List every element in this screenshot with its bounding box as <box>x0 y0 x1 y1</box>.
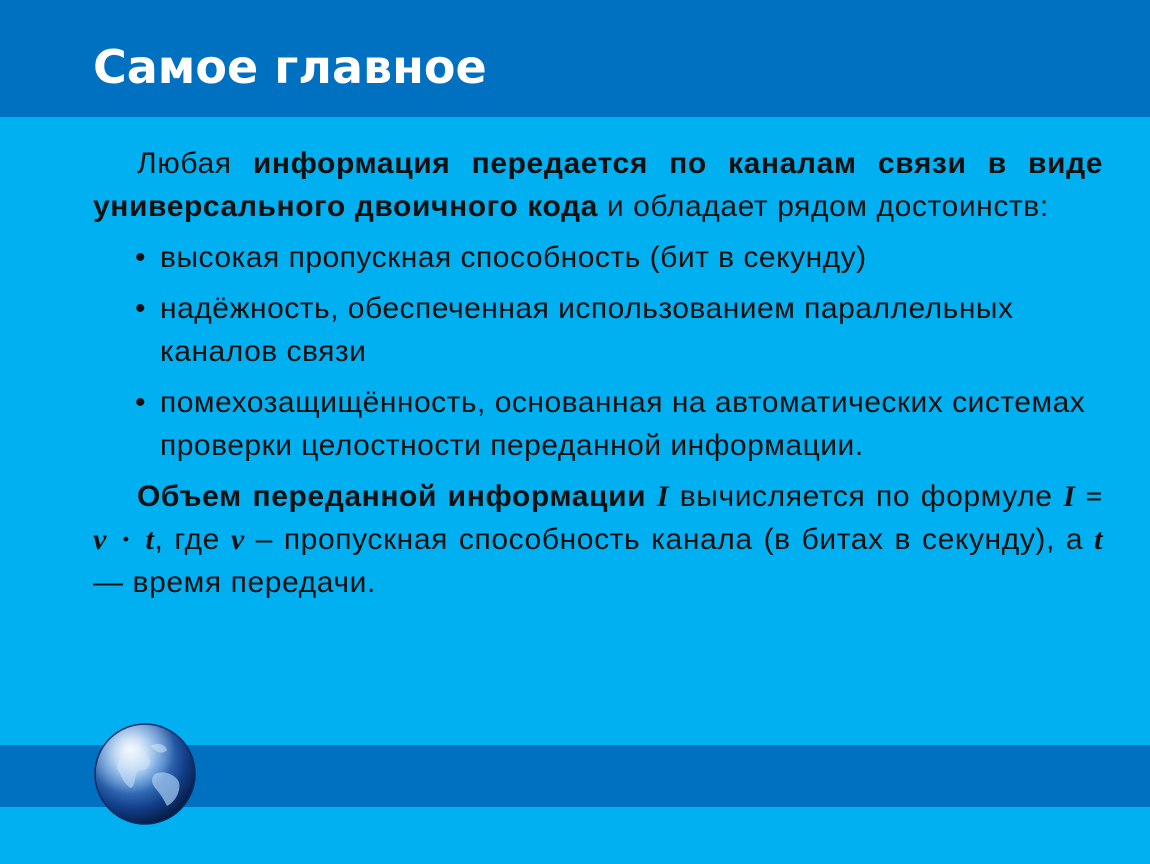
list-item <box>133 381 1103 467</box>
intro-paragraph <box>93 142 1103 228</box>
list-item-text: надёжность, обеспеченная использованием параллельных каналов связи <box>160 292 1014 368</box>
advantages-list <box>93 236 1103 467</box>
symbol-I: I <box>656 480 670 513</box>
list-item <box>133 287 1103 373</box>
formula-text-3: – пропускная способность канала (в битах в секунду), а <box>244 523 1095 556</box>
bullet-marker: • <box>135 386 147 419</box>
list-item-text: высокая пропускная способность (бит в секунду) <box>160 241 867 274</box>
intro-text-1: Любая <box>137 147 253 180</box>
formula-text-1: вычисляется по формуле <box>669 480 1064 513</box>
intro-text-2: и обладает рядом достоинств: <box>597 190 1049 223</box>
globe-icon <box>93 722 197 826</box>
symbol-v: v <box>230 523 245 556</box>
list-item-text: помехозащищённость, основанная на автоматических системах проверки целостности переданной информации. <box>160 386 1086 462</box>
intro-bold-text: информация передается по каналам связи в виде универсального двоичного кода <box>93 147 1103 223</box>
formula-equals: = <box>1075 480 1103 513</box>
bullet-marker: • <box>135 292 147 325</box>
formula-text-2: , где <box>154 523 231 556</box>
formula-t: t <box>145 523 155 556</box>
formula-I: I <box>1063 480 1076 513</box>
formula-v: v <box>93 523 107 556</box>
slide-content <box>93 142 1103 604</box>
symbol-t: t <box>1094 523 1103 556</box>
formula-text-4: — время передачи. <box>93 566 376 599</box>
formula-bold-text: Объем переданной информации <box>137 480 647 513</box>
bullet-marker: • <box>135 241 147 274</box>
formula-dot: · <box>120 523 132 556</box>
slide-title: Самое главное <box>93 40 487 94</box>
formula-paragraph <box>93 475 1103 604</box>
list-item <box>133 236 1103 279</box>
